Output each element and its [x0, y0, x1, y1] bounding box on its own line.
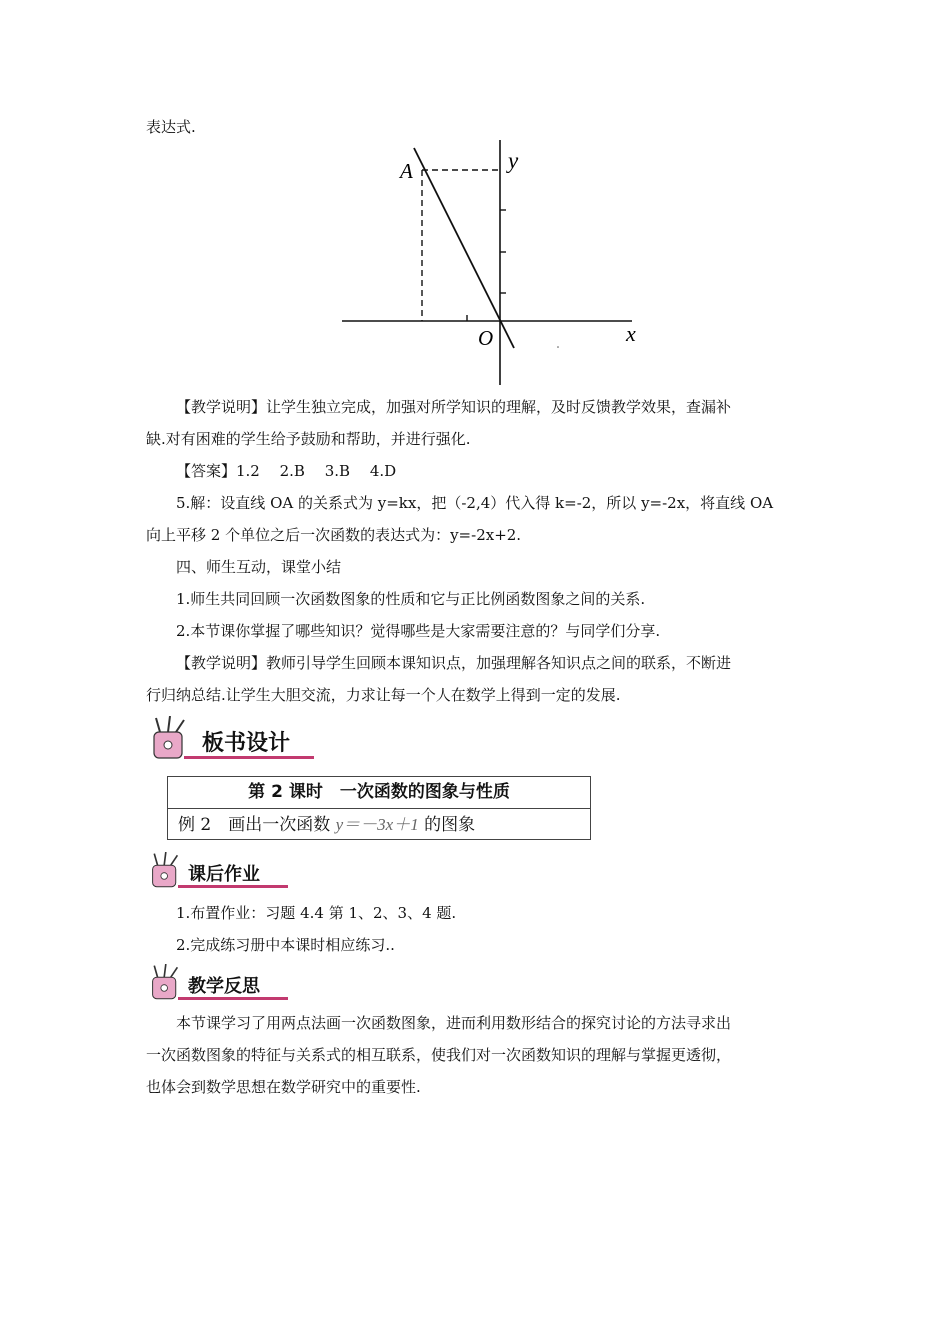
solution5-line1: 5.解：设直线 OA 的关系式为 y=kx，把（-2,4）代入得 k=-2，所以 y=-2x，将直线 OA — [176, 494, 774, 512]
homework-underline — [178, 885, 288, 888]
homework-item1: 1.布置作业：习题 4.4 第 1、2、3、4 题. — [176, 904, 457, 922]
homework-item2: 2.完成练习册中本课时相应练习.. — [176, 936, 395, 954]
board-row-example — [168, 809, 590, 840]
stray-dot — [557, 346, 559, 348]
coordinate-figure — [330, 140, 650, 390]
teaching-note-2-line1: 【教学说明】教师引导学生回顾本课知识点，加强理解各知识点之间的联系，不断进 — [176, 654, 732, 672]
reflection-line2: 一次函数图象的特征与关系式的相互联系，使我们对一次函数知识的理解与掌握更透彻， — [146, 1046, 732, 1064]
teaching-note-1-line2: 缺.对有困难的学生给予鼓励和帮助，并进行强化. — [146, 430, 471, 448]
board-design-header — [146, 716, 326, 766]
label-o: O — [478, 326, 494, 350]
homework-title: 课后作业 — [188, 864, 260, 885]
section4-item1: 1.师生共同回顾一次函数图象的性质和它与正比例函数图象之间的关系. — [176, 590, 646, 608]
solution5-line2: 向上平移 2 个单位之后一次函数的表达式为：y=-2x+2. — [146, 526, 522, 544]
line-oa — [414, 148, 514, 348]
board-design-underline — [184, 756, 314, 759]
board-example-equation: y＝－3x＋1 — [335, 815, 419, 834]
board-row-title: 第 2 课时 一次函数的图象与性质 — [168, 777, 590, 809]
answers-line: 【答案】1.2 2.B 3.B 4.D — [176, 462, 397, 480]
reflection-line1: 本节课学习了用两点法画一次函数图象，进而利用数形结合的探究讨论的方法寻求出 — [176, 1014, 732, 1032]
continuation-text: 表达式. — [146, 118, 196, 136]
board-example-prefix: 例 2 画出一次函数 — [178, 815, 331, 835]
label-x: x — [626, 321, 636, 346]
reflection-line3: 也体会到数学思想在数学研究中的重要性. — [146, 1078, 421, 1096]
reflection-underline — [178, 997, 288, 1000]
label-a: A — [400, 159, 413, 183]
teaching-note-2-line2: 行归纳总结.让学生大胆交流，力求让每一个人在数学上得到一定的发展. — [146, 686, 621, 704]
reflection-header — [146, 964, 306, 1004]
section4-heading: 四、师生互动，课堂小结 — [176, 558, 342, 576]
homework-header — [146, 852, 306, 892]
board-design-title: 板书设计 — [202, 731, 291, 756]
section4-item2: 2.本节课你掌握了哪些知识？觉得哪些是大家需要注意的？与同学们分享. — [176, 622, 661, 640]
board-example-suffix: 的图象 — [424, 815, 476, 835]
label-y: y — [508, 148, 519, 173]
board-design-table — [167, 776, 591, 840]
teaching-note-1-line1: 【教学说明】让学生独立完成，加强对所学知识的理解，及时反馈教学效果，查漏补 — [176, 398, 732, 416]
reflection-title: 教学反思 — [188, 976, 260, 997]
